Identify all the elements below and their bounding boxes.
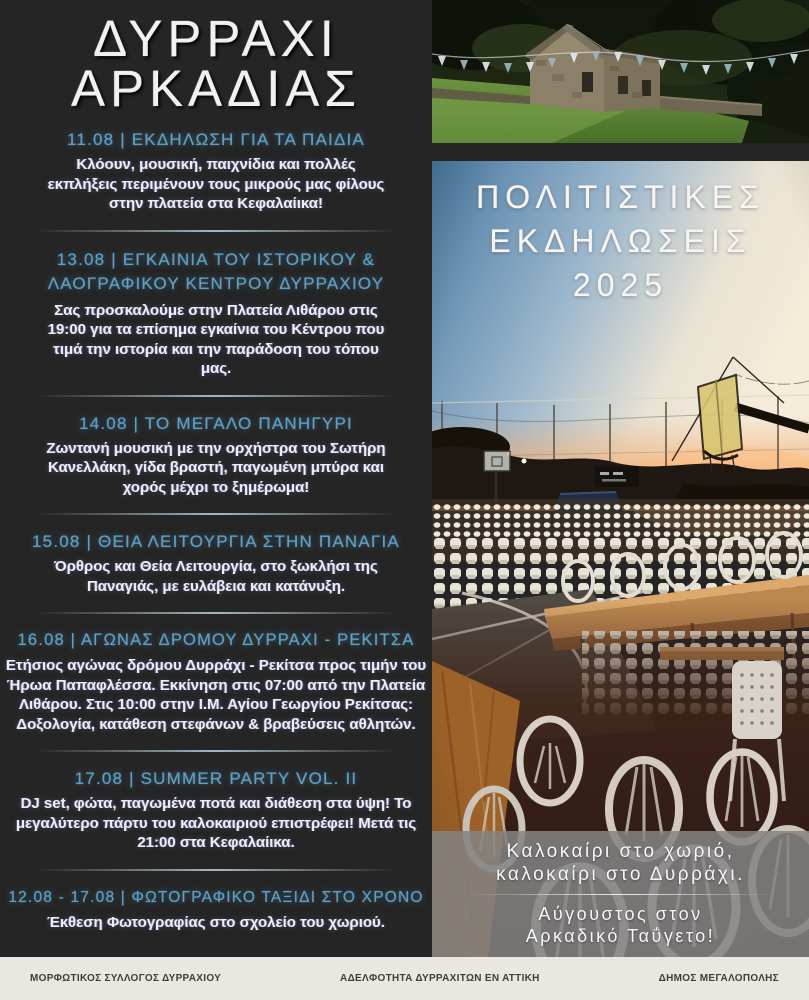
poster-title (0, 10, 432, 117)
event-heading: 14.08 | ΤΟ ΜΕΓΑΛΟ ΠΑΝΗΓΥΡΙ (79, 413, 353, 433)
event-item-11-08 (0, 129, 432, 214)
year-heading-line2: ΕΚΔΗΛΩΣΕΙΣ (489, 223, 752, 259)
event-item-14-08 (0, 413, 432, 498)
caption-line1: Καλοκαίρι στο χωριό, (506, 840, 735, 862)
event-description: Έκθεση Φωτογραφίας στο σχολείο του χωριού. (47, 913, 385, 931)
event-description: Ζωντανή μουσική με την ορχήστρα του Σωτήρη Κανελλάκη, γίδα βραστή, παγωμένη μπύρα και χορός μέχρι το ξημέρωμα! (46, 439, 386, 496)
caption-divider (466, 894, 775, 896)
organizations-footer (0, 957, 809, 1000)
event-item-15-08 (0, 531, 432, 596)
footer-org-dimos: ΔΗΜΟΣ ΜΕΓΑΛΟΠΟΛΗΣ (658, 973, 779, 984)
event-item-photo-exhibition (0, 887, 432, 933)
event-heading: 15.08 | ΘΕΙΑ ΛΕΙΤΟΥΡΓΙΑ ΣΤΗΝ ΠΑΝΑΓΙΑ (32, 532, 400, 551)
event-heading: 17.08 | SUMMER PARTY VOL. II (74, 769, 358, 788)
poster-title-line2: ΑΡΚΑΔΙΑΣ (71, 60, 361, 117)
section-divider (35, 612, 398, 614)
photo-sunset-court (432, 161, 809, 957)
event-description: Όρθρος και Θεία Λειτουργία, στο ξωκλήσι της Παναγιάς, με ευλάβεια και κατάνυξη. (54, 558, 378, 595)
event-heading: 12.08 - 17.08 | ΦΩΤΟΓΡΑΦΙΚΟ ΤΑΞΙΔΙ ΣΤΟ ΧΡΟΝΟ (8, 888, 424, 906)
event-item-13-08 (0, 248, 432, 379)
footer-org-adelfotita: ΑΔΕΛΦΟΤΗΤΑ ΔΥΡΡΑΧΙΤΩΝ ΕΝ ΑΤΤΙΚΗ (340, 973, 540, 984)
section-divider (35, 750, 398, 752)
event-description: Σας προσκαλούμε στην Πλατεία Λιθάρου στις 19:00 για τα επίσημα εγκαίνια του Κέντρου που τιμά την ιστορία και την παράδοση του τόπου μας. (47, 301, 385, 377)
year-heading (432, 175, 809, 307)
event-heading: 13.08 | ΕΓΚΑΙΝΙΑ ΤΟΥ ΙΣΤΟΡΙΚΟΥ & ΛΑΟΓΡΑΦΙΚΟΥ ΚΕΝΤΡΟΥ ΔΥΡΡΑΧΙΟΥ (47, 249, 385, 293)
event-description: Ετήσιος αγώνας δρόμου Δυρράχι - Ρεκίτσα προς τιμήν του Ήρωα Παπαφλέσσα. Εκκίνηση στις 07:00 από την Πλατεία Λιθάρου. Στις 10:00 στην Ι.Μ. Αγίου Γεωργίου Ρεκίτσας: Δοξολογία, κατάθεση στεφάνων & βραβεύσεις αθλητών. (5, 657, 427, 733)
year-heading-line1: ΠΟΛΙΤΙΣΤΙΚΕΣ (476, 179, 765, 215)
event-list (0, 129, 432, 932)
photo-column (432, 0, 809, 957)
section-divider (35, 230, 398, 232)
caption-overlay (432, 831, 809, 958)
section-divider (35, 513, 398, 515)
poster-title-line1: ΔΥΡΡΑΧΙ (93, 10, 339, 67)
event-description: DJ set, φώτα, παγωμένα ποτά και διάθεση στα ύψη! Το μεγαλύτερο πάρτυ του καλοκαιριού επιστρέφει! Μετά τις 21:00 στα Κεφαλαίικα. (15, 795, 417, 851)
photo-stone-chapel (432, 0, 809, 143)
caption-line4: Αρκαδικό Ταΰγετο! (525, 926, 716, 946)
section-divider (35, 869, 398, 871)
year-heading-line3: 2025 (572, 267, 669, 303)
event-description: Κλόουν, μουσική, παιχνίδια και πολλές εκπλήξεις περιμένουν τους μικρούς μας φίλους στην πλατεία στα Κεφαλαίικα! (47, 156, 385, 212)
caption-line3: Αύγουστος στον (538, 904, 703, 924)
event-heading: 16.08 | ΑΓΩΝΑΣ ΔΡΟΜΟΥ ΔΥΡΡΑΧΙ - ΡΕΚΙΤΣΑ (17, 631, 415, 649)
stone-chapel-illustration (432, 0, 809, 143)
event-heading: 11.08 | ΕΚΔΗΛΩΣΗ ΓΙΑ ΤΑ ΠΑΙΔΙΑ (67, 130, 365, 149)
event-item-17-08 (0, 768, 432, 853)
caption-line2: καλοκαίρι στο Δυρράχι. (496, 863, 745, 885)
footer-org-morfotikos: ΜΟΡΦΩΤΙΚΟΣ ΣΥΛΛΟΓΟΣ ΔΥΡΡΑΧΙΟΥ (30, 973, 222, 984)
section-divider (35, 395, 398, 397)
event-item-16-08 (0, 630, 432, 734)
